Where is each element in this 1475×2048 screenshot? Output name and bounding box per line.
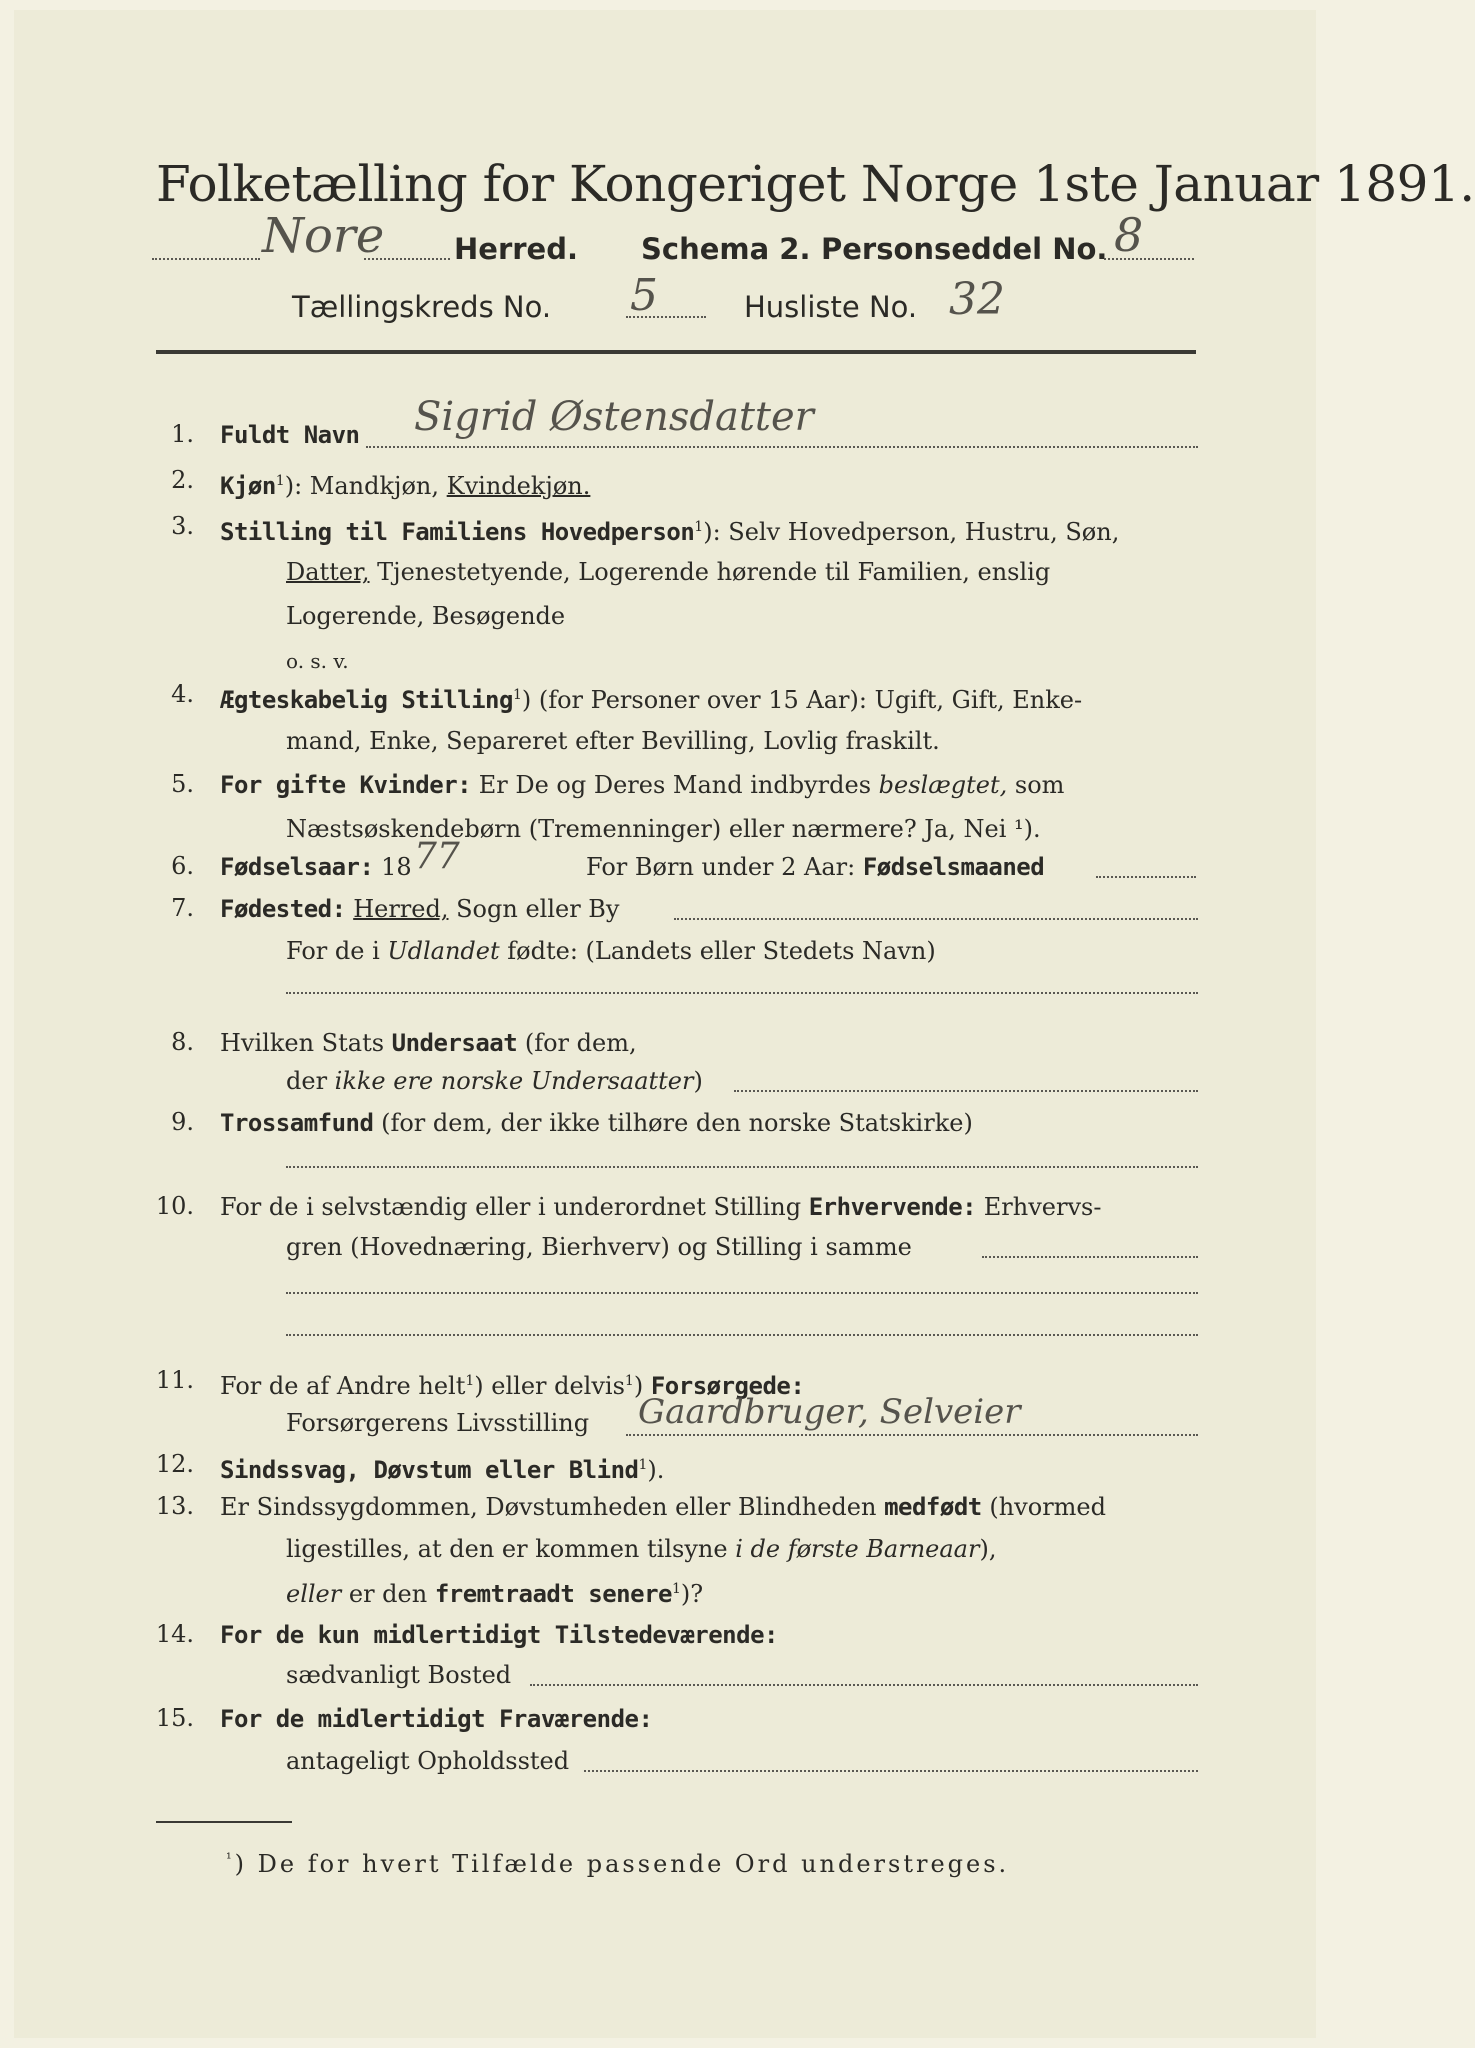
item-5-number: 5.	[171, 770, 194, 798]
occupation-label: Erhvervende:	[808, 1193, 977, 1221]
married-women-line2: Næstsøskendebørn (Tremenninger) eller nærmere? Ja, Nei ¹).	[286, 815, 1041, 843]
temporary-present-label: For de kun midlertidigt Tilstedeværende:	[220, 1621, 778, 1649]
congenital-l2it: i de første Barneaar	[735, 1535, 980, 1563]
married-women-l1b: som	[1007, 771, 1065, 799]
marital-status-line1: ) (for Personer over 15 Aar): Ugift, Gift, Enke-	[521, 686, 1083, 714]
religion-label: Trossamfund	[220, 1109, 374, 1137]
usual-residence-label: sædvanligt Bosted	[286, 1661, 512, 1689]
marital-status-label: Ægteskabelig Stilling	[220, 686, 513, 714]
religion-text: (for dem, der ikke tilhøre den norske Statskirke)	[373, 1109, 973, 1137]
birth-month-dots	[1096, 876, 1196, 878]
occupation-l1b: Erhvervs-	[976, 1193, 1102, 1221]
supported-l1b: ) eller delvis	[474, 1372, 625, 1400]
citizenship-l2a: der	[286, 1067, 335, 1095]
footnote-rule	[156, 1821, 292, 1823]
later-onset-label: fremtraadt senere	[434, 1580, 672, 1608]
marital-status-sup: 1	[512, 687, 522, 703]
full-name-handwriting: Sigrid Østensdatter	[414, 394, 814, 440]
occupation-dots	[982, 1256, 1198, 1258]
congenital-l1a: Er Sindssygdommen, Døvstumheden eller Blindheden	[220, 1493, 885, 1521]
occupation-l1a: For de i selvstændig eller i underordnet Stilling	[220, 1193, 809, 1221]
congenital-l3b: )?	[680, 1580, 704, 1608]
personseddel-handwriting: 8	[1114, 208, 1144, 262]
item-12-number: 12.	[155, 1450, 194, 1478]
birthplace-dots-2	[286, 992, 1198, 994]
item-2-number: 2.	[171, 466, 194, 494]
item-4-number: 4.	[171, 680, 194, 708]
probable-stay-label: antageligt Opholdssted	[286, 1747, 570, 1775]
herred-dots-2	[364, 258, 450, 260]
birthplace-line1: Sogn eller By	[448, 895, 620, 923]
citizenship-label: Undersaat	[391, 1029, 518, 1057]
supporter-dots	[626, 1434, 1198, 1436]
family-position-line2: Tjenestetyende, Logerende hørende til Familien, enslig	[369, 558, 1051, 586]
supported-l1a: For de af Andre helt	[220, 1372, 466, 1400]
family-position-line4: o. s. v.	[286, 649, 349, 673]
kreds-dots	[626, 316, 706, 318]
occupation-dots-2	[286, 1292, 1198, 1294]
kreds-handwriting: 5	[630, 270, 658, 321]
married-women-l1a: Er De og Deres Mand indbyrdes	[471, 771, 879, 799]
item-15-number: 15.	[155, 1704, 194, 1732]
full-name-label: Fuldt Navn	[220, 421, 360, 449]
family-position-line3: Logerende, Besøgende	[286, 602, 566, 630]
item-11-number: 11.	[155, 1366, 194, 1394]
occupation-line2: gren (Hovednæring, Bierhverv) og Stilling i samme	[286, 1233, 912, 1261]
full-name-dots	[366, 446, 1198, 448]
herred-dots	[152, 258, 260, 260]
item-3-number: 3.	[171, 512, 194, 540]
herred-label: Herred.	[454, 232, 578, 266]
husliste-label: Husliste No.	[744, 290, 918, 324]
disability-label: Sindssvag, Døvstum eller Blind	[220, 1456, 639, 1484]
supported-l1c: )	[633, 1372, 644, 1400]
family-position-label: Stilling til Familiens Hovedperson	[220, 518, 695, 546]
personseddel-dots	[1104, 258, 1194, 260]
birth-year-prefix: 18	[373, 853, 412, 881]
congenital-l2a: ligestilles, at den er kommen tilsyne	[286, 1535, 736, 1563]
married-women-l1it: beslægtet,	[878, 771, 1008, 799]
citizenship-dots	[734, 1090, 1198, 1092]
congenital-l3a: er den	[341, 1580, 435, 1608]
probable-stay-dots	[584, 1770, 1198, 1772]
item-7-number: 7.	[171, 894, 194, 922]
congenital-label: medfødt	[884, 1493, 982, 1521]
item-9-number: 9.	[171, 1108, 194, 1136]
disability-text: ).	[647, 1456, 665, 1484]
item-8-number: 8.	[171, 1028, 194, 1056]
birth-month-text: For Børn under 2 Aar:	[586, 853, 856, 881]
personseddel-label: Personseddel No.	[821, 232, 1108, 266]
kreds-label: Tællingskreds No.	[292, 290, 552, 324]
birthplace-label: Fødested:	[220, 895, 346, 923]
item-10-number: 10.	[155, 1192, 194, 1220]
census-form: Folketælling for Kongeriget Norge 1ste Januar 1891. Nore Herred. Schema 2. Personseddel No. 8 Tællingskreds No. 5 Husliste No. 32 1. Fuldt Navn Sigrid Østensdatter 2. Kjøn$^1$): Mandkjøn, Kvindekjøn. 3. Stilling til Familiens Hovedperson$^1$): Selv Hovedperson, Hustru, Søn, Datter, Tjenestetyende, Logerende hørende til Familien, enslig Logerende, Besøgende o. s. v. 4. Ægteskabelig Stilling$^1$) (for Personer over 15 Aar): Ugift, Gift, Enke- mand, Enke, Separeret efter Bevilling, Lovlig fraskilt. 5. For gifte Kvinder: Er De og Deres Mand indbyrdes beslægtet, som Næstsøskendebørn (Tremenninger) eller nærmere? Ja, Nei ¹). 6. Fødselsaar: 18 77 For Børn under 2 Aar: Fødselsmaaned 7. Fødested: Herred, Sogn eller By For de i Udlandet fødte: (Landets eller Stedets Navn) 8. Hvilken Stats Undersaat (for dem, der ikke ere norske Undersaatter) 9. Trossamfund (for dem, der ikke tilhøre den norske Statskirke) 10. For de i selvstændig eller i underordnet Stilling Erhvervende: Erhvervs- gren (Hovednæring, Bierhverv) og Stilling i samme 11. For de af Andre helt$^1$) eller delvis$^1$) Forsørgede: Forsørgerens Livsstilling Gaardbruger, Selveier 12. Sindssvag, Døvstum eller Blind$^1$). 13. Er Sindssygdommen, Døvstumheden eller Blindheden medfødt (hvormed ligestilles, at den er kommen tilsyne i de første Barneaar), eller er den fremtraadt senere$^1$)? 14. For de kun midlertidigt Tilstedeværende: sædvanligt Bosted 15. For de midlertidigt Fraværende: antageligt Opholdssted $^{^1}$) De for hvert Tilfælde passende Ord understreges.	[14, 10, 1316, 2038]
husliste-handwriting: 32	[949, 274, 1005, 325]
supporter-occupation-handwriting: Gaardbruger, Selveier	[638, 1392, 1021, 1432]
herred-handwriting: Nore	[262, 208, 385, 264]
supporter-occupation-label: Forsørgerens Livsstilling	[286, 1409, 590, 1437]
citizenship-l1b: (for dem,	[517, 1029, 637, 1057]
header-rule	[156, 350, 1196, 354]
citizenship-l2it: ikke ere norske Undersaatter	[334, 1067, 694, 1095]
birth-year-label: Fødselsaar:	[220, 853, 374, 881]
religion-dots	[286, 1166, 1198, 1168]
item-13-number: 13.	[155, 1492, 194, 1520]
item-6-number: 6.	[171, 852, 194, 880]
temporary-absent-label: For de midlertidigt Fraværende:	[220, 1705, 653, 1733]
footnote-text: ) De for hvert Tilfælde passende Ord understreges.	[234, 1850, 1010, 1878]
item-14-number: 14.	[155, 1620, 194, 1648]
occupation-dots-3	[286, 1334, 1198, 1336]
sex-text: ): Mandkjøn,	[284, 472, 440, 500]
sex-underlined: Kvindekjøn.	[446, 472, 591, 500]
footnote-sup: ¹	[226, 1851, 235, 1867]
form-title: Folketælling for Kongeriget Norge 1ste Januar 1891.	[156, 155, 1475, 213]
birthplace-l2it: Udlandet	[387, 937, 500, 965]
schema-label: Schema 2.	[641, 232, 811, 266]
marital-status-line2: mand, Enke, Separeret efter Bevilling, Lovlig fraskilt.	[286, 727, 940, 755]
citizenship-l2b: )	[693, 1067, 703, 1095]
family-position-underlined: Datter,	[286, 558, 370, 586]
sex-sup: 1	[275, 473, 285, 489]
birth-month-label: Fødselsmaaned	[862, 853, 1045, 881]
congenital-l3it: eller	[286, 1580, 342, 1608]
sex-label: Kjøn	[220, 472, 276, 500]
birth-year-handwriting: 77	[414, 836, 460, 877]
birthplace-dots	[674, 918, 1198, 920]
item-1-number: 1.	[171, 420, 194, 448]
family-position-text: ): Selv Hovedperson, Hustru, Søn,	[703, 518, 1120, 546]
birthplace-underlined: Herred,	[353, 895, 449, 923]
congenital-l1b: (hvormed	[981, 1493, 1106, 1521]
birthplace-l2b: fødte: (Landets eller Stedets Navn)	[499, 937, 936, 965]
citizenship-l1a: Hvilken Stats	[220, 1029, 392, 1057]
family-position-sup: 1	[694, 519, 704, 535]
usual-residence-dots	[530, 1684, 1198, 1686]
congenital-l2b: ),	[979, 1535, 997, 1563]
supported-label: Forsørgede:	[650, 1372, 805, 1400]
birthplace-l2a: For de i	[286, 937, 388, 965]
married-women-label: For gifte Kvinder:	[220, 771, 472, 799]
